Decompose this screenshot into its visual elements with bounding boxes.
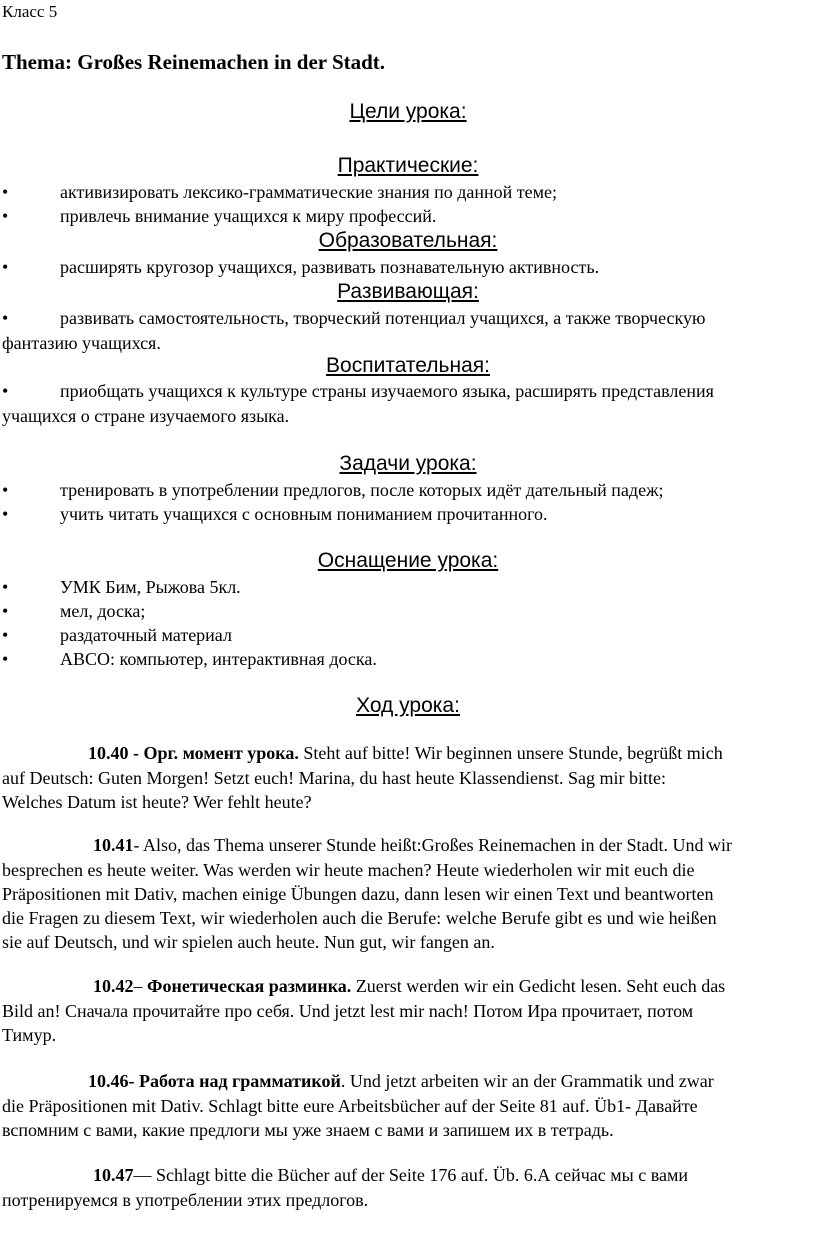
step-dash: – — [133, 976, 147, 996]
list-item: тренировать в употреблении предлогов, после которых идёт дательный падеж; — [60, 480, 664, 500]
equipment-heading: Оснащение урока: — [317, 549, 499, 572]
list-item-continuation: фантазию учащихся. — [2, 333, 161, 353]
step-text: - Also, das Thema unserer Stunde heißt:Großes Reinemachen in der Stadt. Und wir — [133, 835, 733, 855]
upbringing-heading: Воспитательная: — [326, 354, 490, 377]
lesson-step-line: auf Deutsch: Guten Morgen! Setzt euch! Marina, du hast heute Klassendienst. Sag mir bitte: — [2, 768, 667, 788]
bullet-icon: • — [2, 577, 9, 597]
step-text: — Schlagt bitte die Bücher auf der Seite 176 auf. Üb. 6.А сейчас мы с вами — [133, 1165, 689, 1185]
step-text: . Und jetzt arbeiten wir an der Grammatik und zwar — [340, 1071, 714, 1091]
bullet-icon: • — [2, 649, 9, 669]
lesson-step-line — [93, 976, 725, 997]
list-item: привлечь внимание учащихся к миру профессий. — [60, 206, 437, 226]
grade-label: Класс 5 — [2, 2, 58, 21]
lesson-step-line — [93, 835, 732, 856]
lesson-flow-heading: Ход урока: — [356, 694, 460, 717]
step-text: Steht auf bitte! Wir beginnen unsere Stunde, begrüßt mich — [298, 743, 723, 763]
bullet-icon: • — [2, 480, 9, 500]
list-item-continuation: учащихся о стране изучаемого языка. — [2, 406, 290, 426]
lesson-step-line: Präpositionen mit Dativ, machen einige Übungen dazu, dann lesen wir einen Text und beantworten — [2, 884, 714, 904]
lesson-step-line: Welches Datum ist heute? Wer fehlt heute? — [2, 792, 312, 812]
step-text: Zuerst werden wir ein Gedicht lesen. Seht euch das — [351, 976, 726, 996]
lesson-step-line: потренируемся в употреблении этих предлогов. — [2, 1190, 369, 1210]
step-time: 10.47 — [93, 1165, 134, 1185]
list-item: раздаточный материал — [60, 625, 232, 645]
bullet-icon: • — [2, 206, 9, 226]
list-item: учить читать учащихся с основным пониманием прочитанного. — [60, 504, 548, 524]
lesson-step-line: sie auf Deutsch, und wir spielen auch heute. Nun gut, wir fangen an. — [2, 932, 495, 952]
bullet-icon: • — [2, 381, 9, 401]
developing-heading: Развивающая: — [337, 280, 479, 303]
step-time: 10.41 — [93, 835, 134, 855]
bullet-icon: • — [2, 504, 9, 524]
list-item: АВСО: компьютер, интерактивная доска. — [60, 649, 377, 669]
goals-heading: Цели урока: — [349, 100, 467, 123]
step-time: 10.40 - — [88, 743, 139, 763]
lesson-step-line: besprechen es heute weiter. Was werden wir heute machen? Heute wiederholen wir mit euch die — [2, 860, 695, 880]
step-time-title: 10.46- Работа над грамматикой — [88, 1071, 341, 1091]
list-item: развивать самостоятельность, творческий потенциал учащихся, а также творческую — [60, 308, 706, 328]
lesson-step-line — [88, 1071, 714, 1092]
list-item: мел, доска; — [60, 601, 146, 621]
lesson-step-line: вспомним с вами, какие предлоги мы уже знаем с вами и запишем их в тетрадь. — [2, 1120, 614, 1140]
bullet-icon: • — [2, 182, 9, 202]
lesson-step-line — [93, 1165, 688, 1186]
bullet-icon: • — [2, 625, 9, 645]
list-item: расширять кругозор учащихся, развивать познавательную активность. — [60, 257, 600, 277]
step-time: 10.42 — [93, 976, 134, 996]
lesson-step-line: Bild an! Сначала прочитайте про себя. Und jetzt lest mir nach! Потом Ира прочитает, потом — [2, 1001, 694, 1021]
bullet-icon: • — [2, 601, 9, 621]
tasks-heading: Задачи урока: — [339, 452, 477, 475]
lesson-theme-title: Thema: Großes Reinemachen in der Stadt. — [2, 50, 386, 74]
educational-heading: Образовательная: — [318, 229, 498, 252]
list-item: УМК Бим, Рыжова 5кл. — [60, 577, 241, 597]
bullet-icon: • — [2, 308, 9, 328]
list-item: активизировать лексико-грамматические знания по данной теме; — [60, 182, 558, 202]
lesson-step-line: Тимур. — [2, 1025, 57, 1045]
bullet-icon: • — [2, 257, 9, 277]
lesson-step-line: die Fragen zu diesem Text, wir wiederholen auch die Berufe: welche Berufe gibt es und wie heißen — [2, 908, 717, 928]
step-title: Фонетическая разминка. — [147, 976, 352, 996]
list-item: приобщать учащихся к культуре страны изучаемого языка, расширять представления — [60, 381, 714, 401]
lesson-step-line: die Präpositionen mit Dativ. Schlagt bitte eure Arbeitsbücher auf der Seite 81 auf. Üb1- Давайте — [2, 1096, 698, 1116]
step-title: Орг. момент урока. — [143, 743, 299, 763]
lesson-step-line — [88, 743, 723, 764]
practical-heading: Практические: — [337, 154, 479, 177]
